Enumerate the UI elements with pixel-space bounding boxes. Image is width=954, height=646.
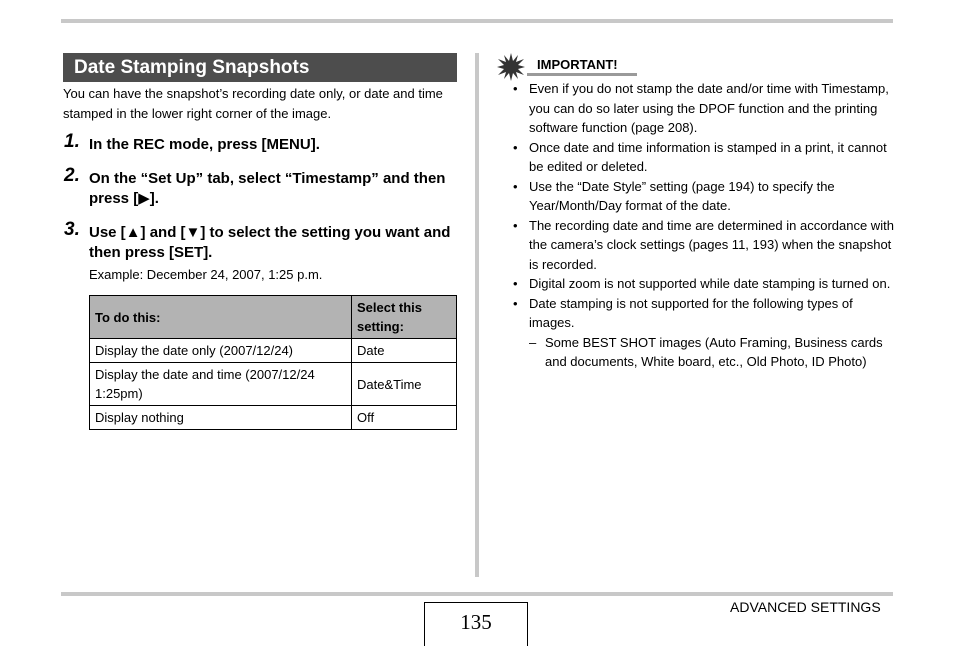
table-cell: Date: [352, 339, 457, 363]
table-header-cell: Select this setting:: [352, 296, 457, 339]
table-row: [90, 363, 457, 406]
table-row: [90, 406, 457, 430]
step-text: Use [▲] and [▼] to select the setting you want and then press [SET].: [89, 224, 451, 261]
list-item: • Digital zoom is not supported while date stamping is turned on.: [513, 276, 891, 291]
table-cell: Display nothing: [90, 406, 352, 430]
list-item: • Date stamping is not supported for the following types of images.: [513, 295, 853, 330]
right-column: [497, 53, 897, 372]
step-text: In the REC mode, press [MENU].: [89, 136, 320, 153]
column-divider: [475, 53, 479, 577]
list-item: • Use the “Date Style” setting (page 194) to specify the Year/Month/Day format of the date.: [513, 178, 835, 213]
table-cell: Display the date only (2007/12/24): [90, 339, 352, 363]
table-cell: Date&Time: [352, 363, 457, 406]
intro-text: You can have the snapshot’s recording date only, or date and time stamped in the lower right corner of the image.: [63, 86, 443, 121]
step-number: 2.: [64, 165, 80, 186]
step-number: 1.: [64, 131, 80, 152]
starburst-icon: [497, 53, 525, 81]
section-title: Date Stamping Snapshots: [63, 53, 457, 82]
left-column: [63, 53, 457, 284]
settings-table: [89, 295, 457, 430]
sub-list-item: – Some BEST SHOT images (Auto Framing, Business cards and documents, White board, etc., Old Photo, ID Photo): [529, 334, 883, 369]
step-1: [63, 131, 457, 155]
important-list: [497, 79, 897, 333]
table-header-cell: To do this:: [90, 296, 352, 339]
step-text: On the “Set Up” tab, select “Timestamp” and then press [▶].: [89, 170, 446, 207]
step-3: [63, 219, 457, 263]
important-underline: [527, 73, 637, 76]
list-item: • The recording date and time are determined in accordance with the camera’s clock settings (pages 11, 193) when the snapshot is recorded.: [513, 217, 894, 272]
list-item: • Once date and time information is stamped in a print, it cannot be edited or deleted.: [513, 139, 887, 174]
bottom-rule: [61, 592, 893, 596]
example-text: Example: December 24, 2007, 1:25 p.m.: [89, 267, 323, 282]
table-cell: Off: [352, 406, 457, 430]
step-number: 3.: [64, 219, 80, 240]
table-cell: Display the date and time (2007/12/24 1:25pm): [90, 363, 352, 406]
table-header-row: [90, 296, 457, 339]
top-rule: [61, 19, 893, 23]
important-heading: [497, 53, 897, 79]
table-row: [90, 339, 457, 363]
important-label: IMPORTANT!: [537, 57, 618, 72]
list-item: • Even if you do not stamp the date and/or time with Timestamp, you can do so later using the DPOF function and the printing software function (page 208).: [513, 81, 889, 135]
footer-section-label: ADVANCED SETTINGS: [730, 599, 881, 615]
page-number: 135: [424, 602, 528, 646]
step-2: [63, 165, 457, 209]
